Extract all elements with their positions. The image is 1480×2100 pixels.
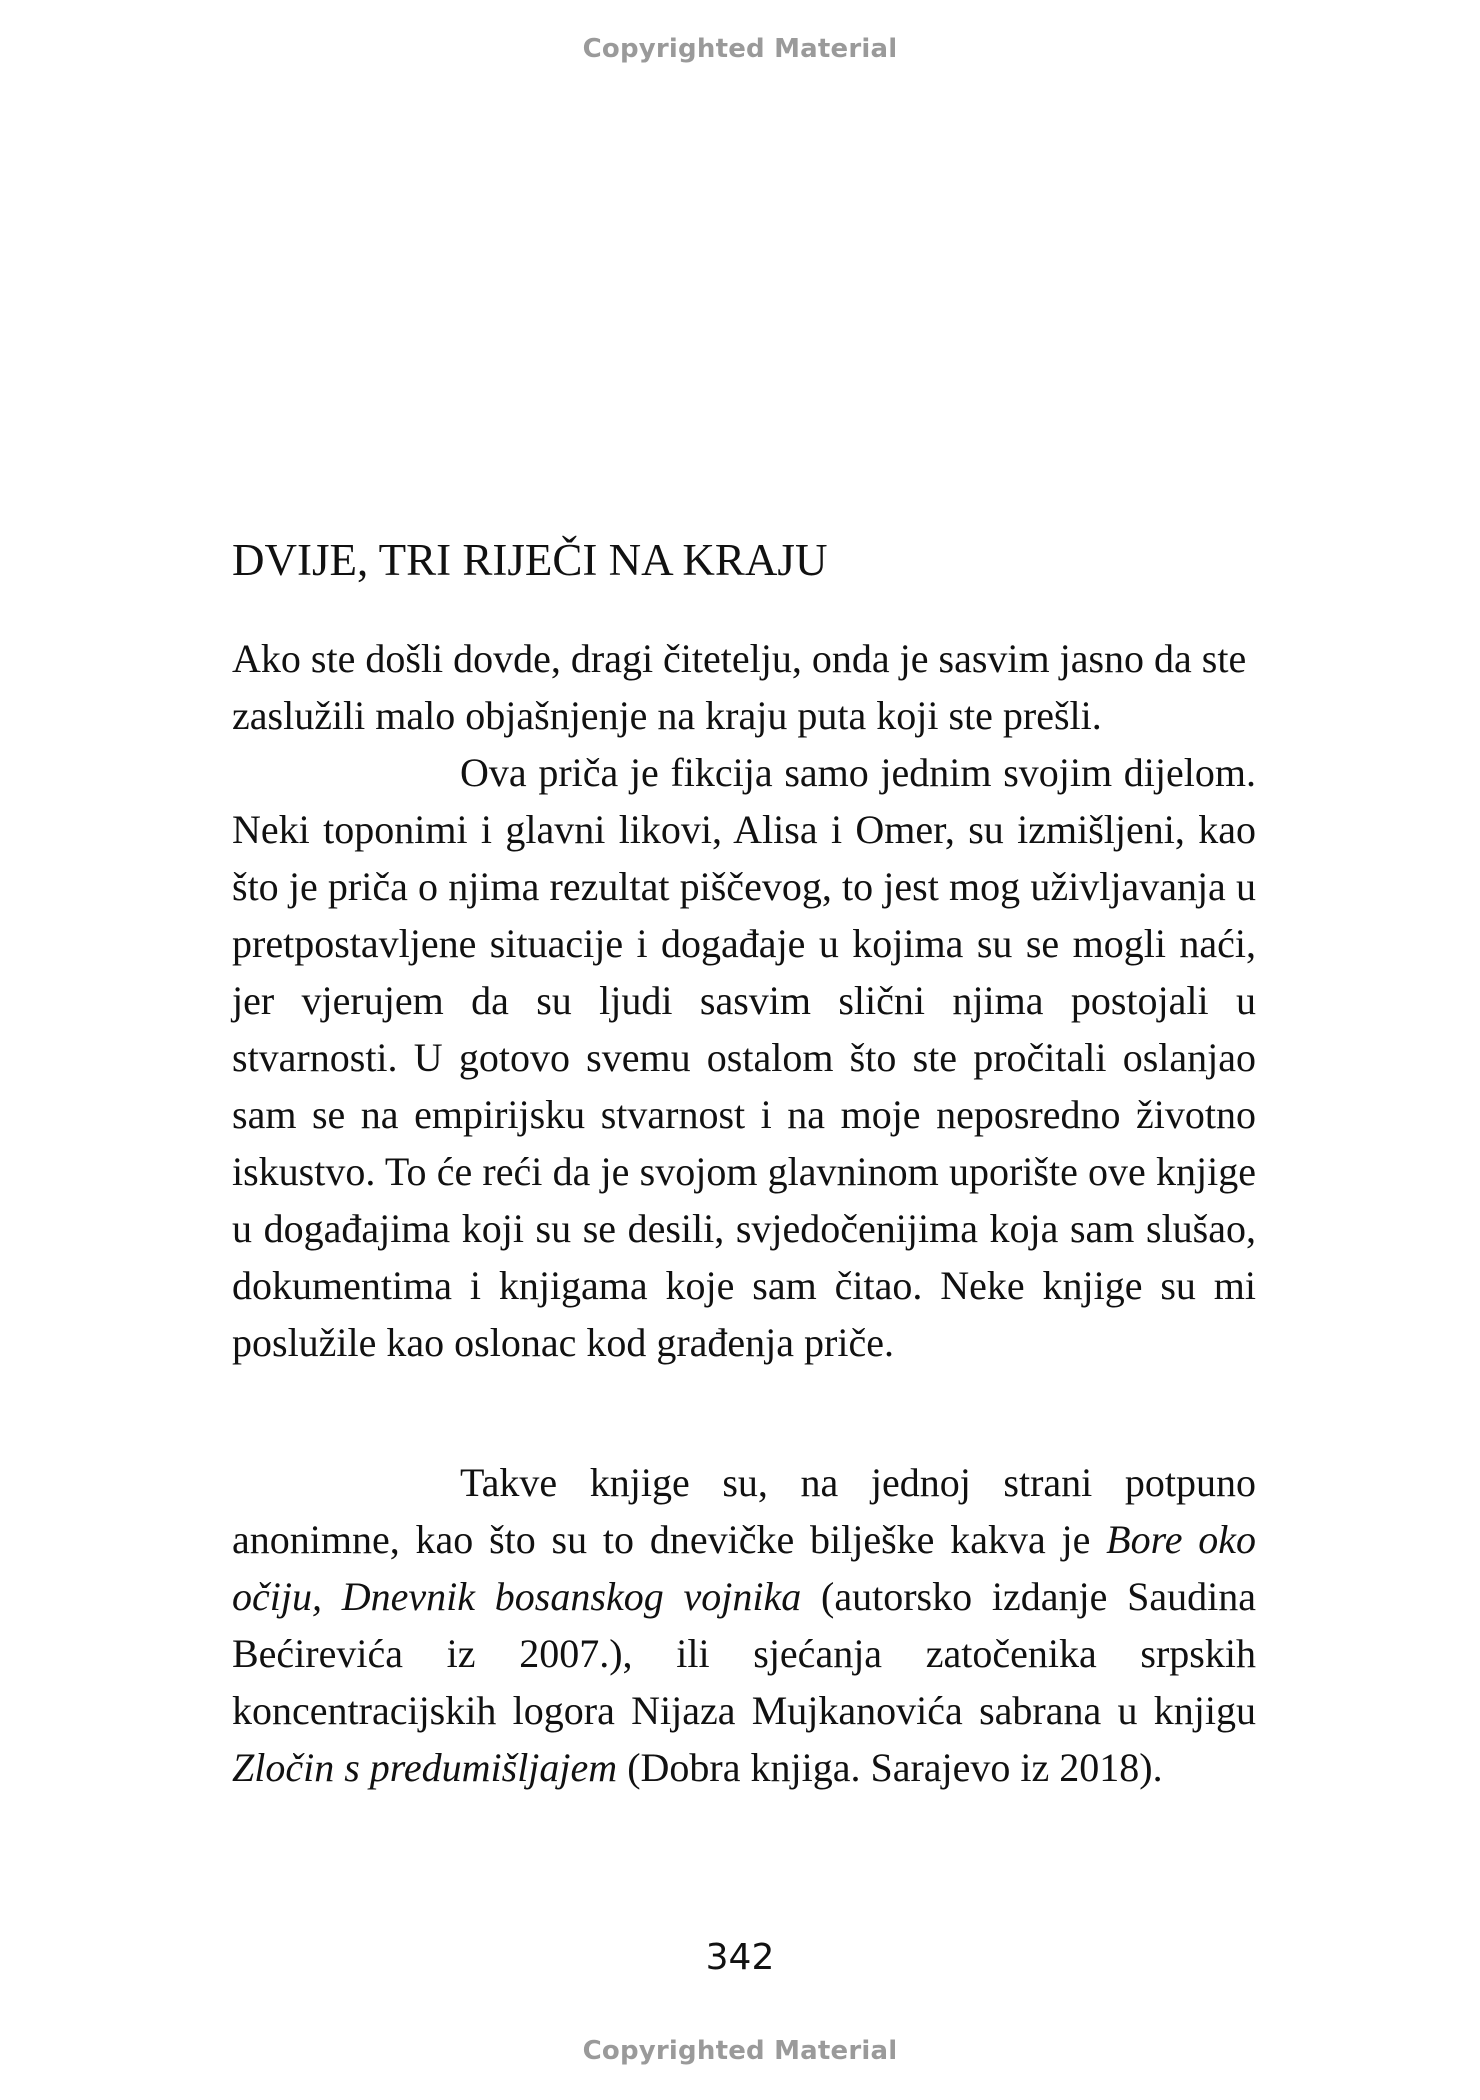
paragraph-sources-text-1: Takve knjige su, na jednoj strani potpuno anonimne, kao što su to dnevičke bilješke kakva je: [232, 1460, 1256, 1562]
paragraph-sources: [232, 1454, 1256, 1796]
paragraph-sources-text-3: (Dobra knjiga. Sarajevo iz 2018).: [617, 1745, 1163, 1790]
book-title-bore-oko-ociju: Bore oko očiju, Dnevnik bosanskog vojnika: [232, 1517, 1256, 1619]
chapter-title: DVIJE, TRI RIJEČI NA KRAJU: [232, 535, 828, 585]
book-title-zlocin: Zločin s predumišljajem: [232, 1745, 618, 1790]
paragraph-sources-text-2: (autorsko izdanje Saudina Bećirevića iz 2007.), ili sjećanja zatočenika srpskih koncentracijskih logora Nijaza Mujkanovića sabrana u knjigu: [232, 1574, 1256, 1733]
copyright-watermark-bottom: Copyrighted Material: [582, 2036, 898, 2066]
paragraph-intro: Ako ste došli dovde, dragi čitetelju, onda je sasvim jasno da ste zaslužili malo objašnjenje na kraju puta koji ste prešli.: [232, 636, 1247, 738]
copyright-watermark-top: Copyrighted Material: [582, 34, 898, 64]
page-number: 342: [705, 1937, 775, 1978]
paragraph-fiction: Ova priča je fikcija samo jednim svojim dijelom. Neki toponimi i glavni likovi, Alisa i Omer, su izmišljeni, kao što je priča o njima rezultat piščevog, to jest mog uživljavanja u pretpostavljene situacije i događaje u kojima su se mogli naći, jer vjerujem da su ljudi sasvim slični njima postojali u stvarnosti. U gotovo svemu ostalom što ste pročitali oslanjao sam se na empirijsku stvarnost i na moje neposredno životno iskustvo. To će reći da je svojom glavninom uporište ove knjige u događajima koji su se desili, svjedočenijima koja sam slušao, dokumentima i knjigama koje sam čitao. Neke knjige su mi poslužile kao oslonac kod građenja priče.: [232, 750, 1256, 1365]
